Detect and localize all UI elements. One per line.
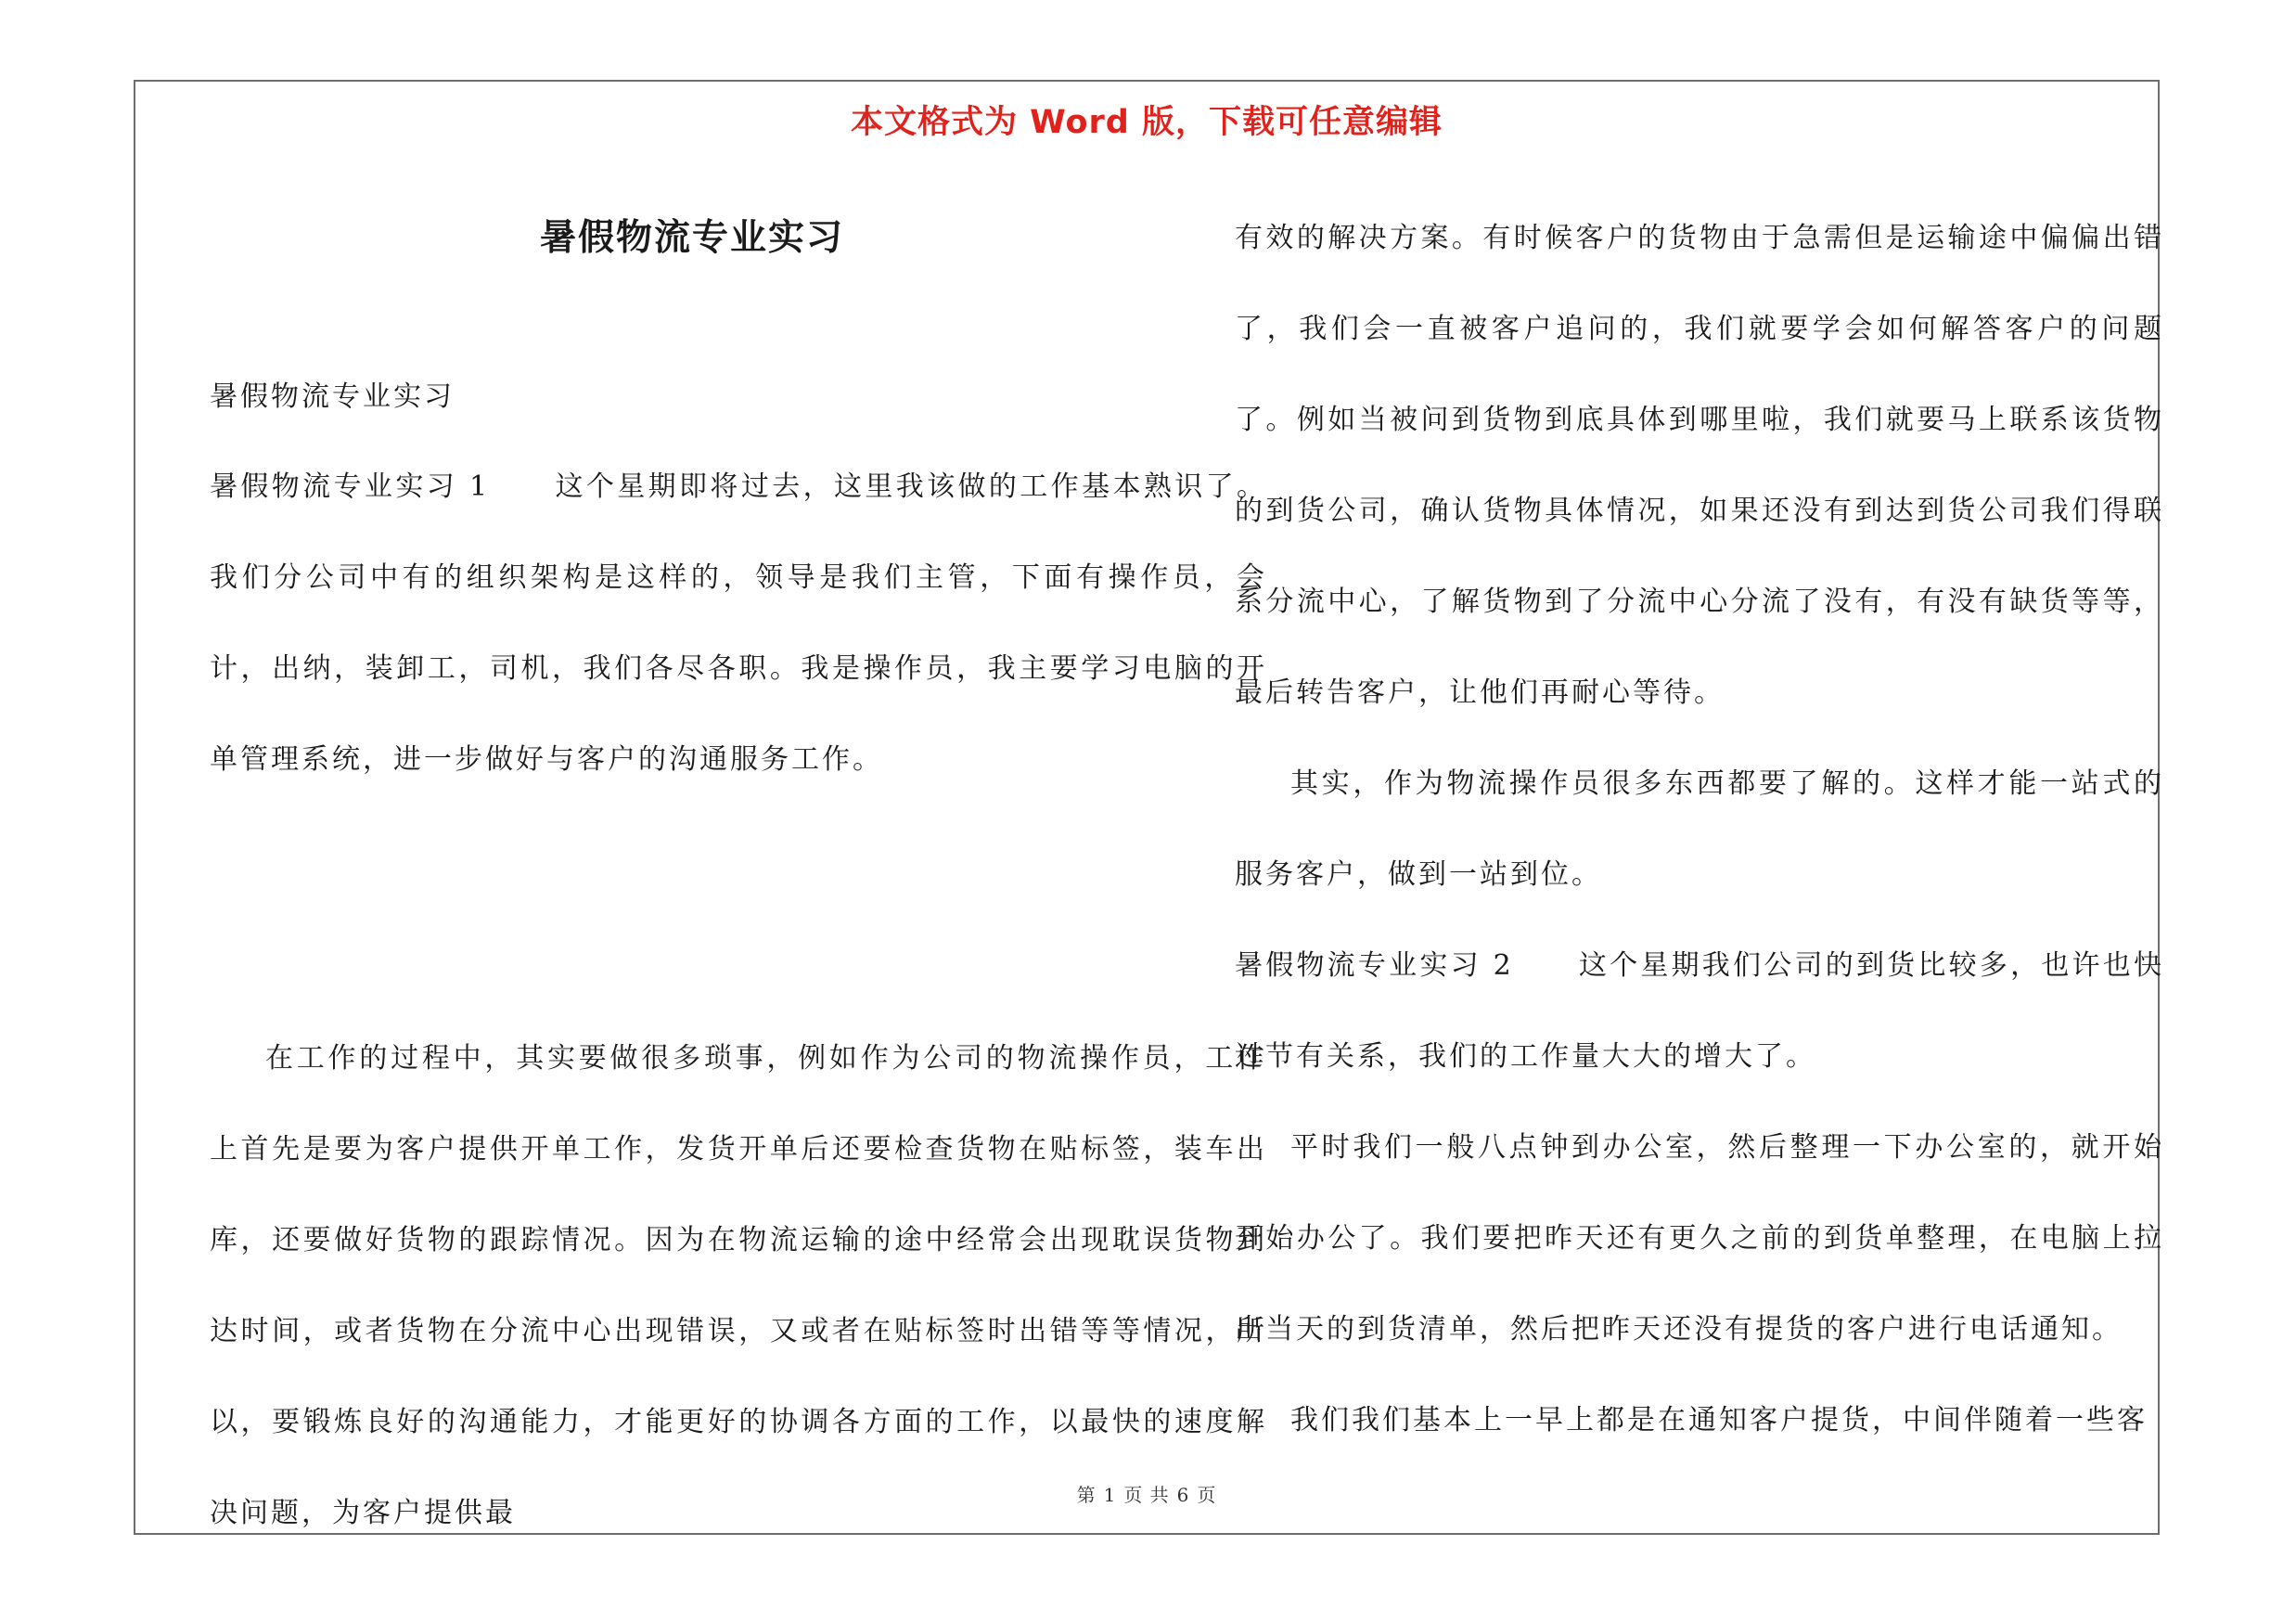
paragraph-work-process: 在工作的过程中，其实要做很多琐事，例如作为公司的物流操作员，工作上首先是要为客户提供开单工作，发货开单后还要检查货物在贴标签，装车出库，还要做好货物的跟踪情况。因为在物流运输的途中经常会出现耽误货物到达时间，或者货物在分流中心出现错误，又或者在贴标签时出错等等情况，所以，要锻炼良好的沟通能力，才能更好的协调各方面的工作，以最快的速度解决问题，为客户提供最: [210, 1042, 1267, 1529]
footer-middle: 页 共: [1123, 1484, 1170, 1506]
section-1-label: 暑假物流专业实习 1: [210, 470, 491, 503]
page-frame: [134, 80, 2164, 1535]
paragraph-solution-continued: 有效的解决方案。有时候客户的货物由于急需但是运输途中偏偏出错了，我们会一直被客户追问的，我们就要学会如何解答客户的问题了。例如当被问到货物到底具体到哪里啦，我们就要马上联系该货物的到货公司，确认货物具体情况，如果还没有到达到货公司我们得联系分流中心，了解货物到了分流中心分流了没有，有没有缺货等等，最后转告客户，让他们再耐心等待。: [1235, 222, 2164, 709]
editable-format-banner: 本文格式为 Word 版，下载可任意编辑: [850, 104, 1443, 141]
footer-current-page: 1: [1103, 1484, 1117, 1506]
footer-suffix: 页: [1197, 1484, 1217, 1506]
section-1-paragraph: [210, 442, 1267, 805]
paragraph-daily-routine: 平时我们一般八点钟到办公室，然后整理一下办公室的，就开始开始办公了。我们要把昨天还有更久之前的到货单整理，在电脑上拉出当天的到货清单，然后把昨天还没有提货的客户进行电话通知。: [1235, 1131, 2164, 1346]
page-number-footer: [135, 1482, 2158, 1508]
footer-prefix: 第: [1076, 1484, 1097, 1506]
paragraph-one-stop-service: 其实，作为物流操作员很多东西都要了解的。这样才能一站式的服务客户，做到一站到位。: [1235, 767, 2164, 891]
subtitle: 暑假物流专业实习: [210, 380, 455, 413]
section-1-text: 这个星期即将过去，这里我该做的工作基本熟识了。我们分公司中有的组织架构是这样的，领导是我们主管，下面有操作员，会计，出纳，装卸工，司机，我们各尽各职。我是操作员，我主要学习电脑的开单管理系统，进一步做好与客户的沟通服务工作。: [210, 470, 1268, 776]
footer-total-pages: 6: [1176, 1484, 1190, 1506]
section-2-text: 这个星期我们公司的到货比较多，也许也快过节有关系，我们的工作量大大的增大了。: [1235, 949, 2164, 1073]
paragraph-notify-customers: 我们我们基本上一早上都是在通知客户提货，中间伴随着一些客: [1290, 1404, 2148, 1436]
section-2-label: 暑假物流专业实习 2: [1235, 949, 1514, 982]
section-2-paragraph: [1235, 921, 2164, 1102]
document-title: 暑假物流专业实习: [539, 216, 844, 259]
